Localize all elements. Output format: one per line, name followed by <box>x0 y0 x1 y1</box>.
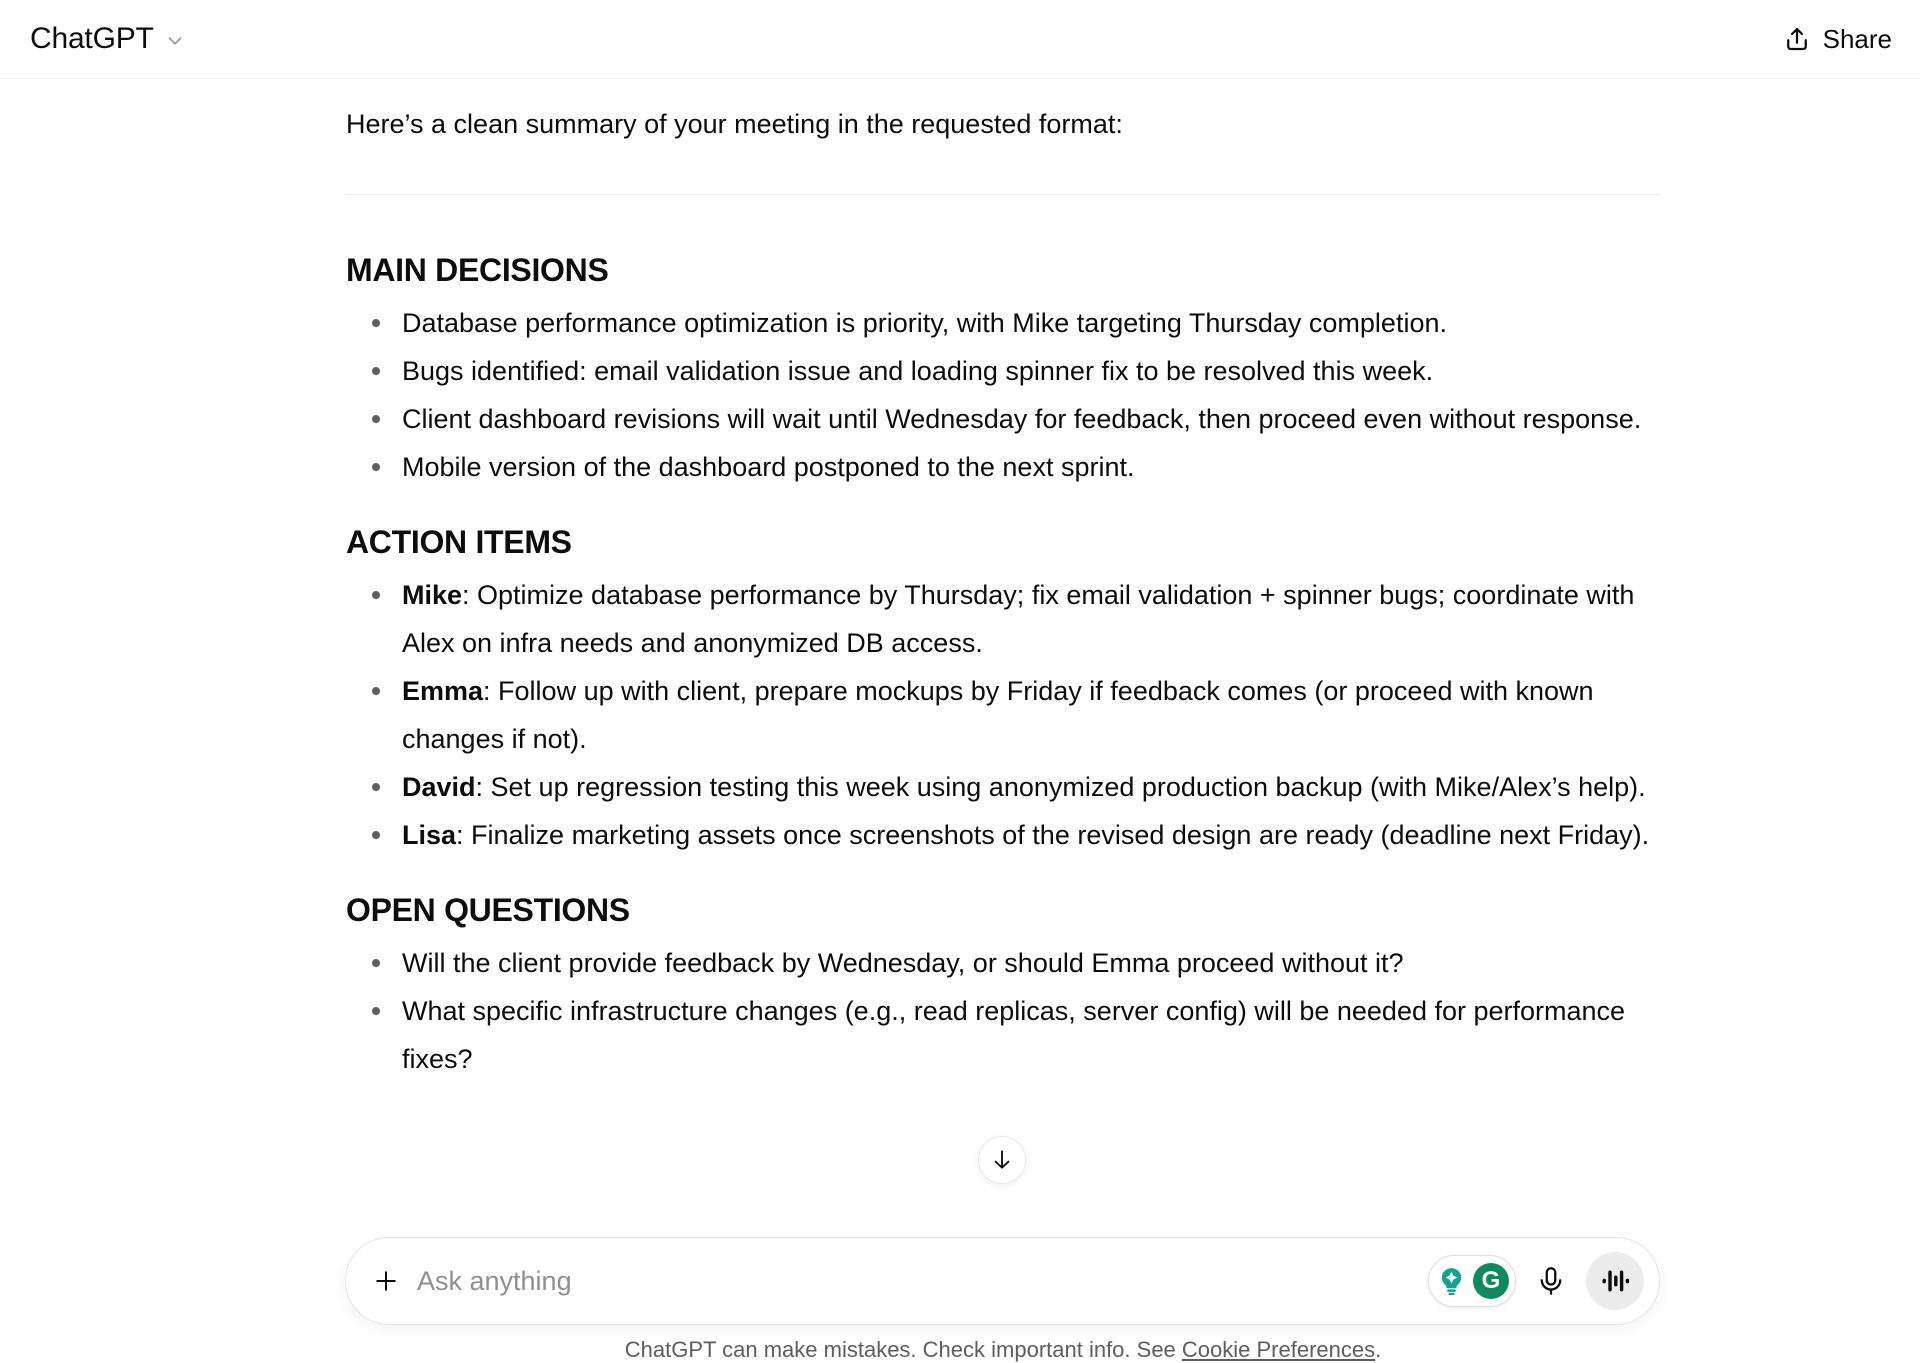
voice-mode-button[interactable] <box>1586 1252 1644 1310</box>
list-item: Emma: Follow up with client, prepare mockups by Friday if feedback comes (or proceed with known changes if not). <box>402 667 1660 763</box>
list-item: Mobile version of the dashboard postponed to the next sprint. <box>402 443 1660 491</box>
list-item: Client dashboard revisions will wait until Wednesday for feedback, then proceed even without response. <box>402 395 1660 443</box>
share-button[interactable] <box>1782 24 1892 55</box>
list-item: What specific infrastructure changes (e.g., read replicas, server config) will be needed for performance fixes? <box>402 987 1660 1083</box>
browser-extensions-pill[interactable] <box>1428 1255 1516 1307</box>
share-label: Share <box>1822 23 1892 54</box>
dictate-button[interactable] <box>1529 1259 1573 1303</box>
grammarly-g-icon[interactable]: G <box>1473 1263 1509 1299</box>
plus-icon <box>371 1266 401 1296</box>
list-item: Bugs identified: email validation issue and loading spinner fix to be resolved this week. <box>402 347 1660 395</box>
disclaimer-footer <box>346 1337 1660 1363</box>
app-title: ChatGPT <box>30 22 154 55</box>
list-item: Database performance optimization is priority, with Mike targeting Thursday completion. <box>402 299 1660 347</box>
top-bar <box>0 0 1920 79</box>
open-questions-list <box>346 939 1660 1083</box>
list-item: Mike: Optimize database performance by Thursday; fix email validation + spinner bugs; coordinate with Alex on infra needs and anonymized DB access. <box>402 571 1660 667</box>
horizontal-rule <box>346 194 1660 195</box>
attach-button[interactable] <box>364 1259 408 1303</box>
list-item: Lisa: Finalize marketing assets once screenshots of the revised design are ready (deadline next Friday). <box>402 811 1660 859</box>
main-decisions-list <box>346 299 1660 491</box>
composer-actions <box>1428 1252 1644 1310</box>
microphone-icon <box>1534 1264 1568 1298</box>
list-item: David: Set up regression testing this week using anonymized production backup (with Mike/Alex’s help). <box>402 763 1660 811</box>
intro-paragraph: Here’s a clean summary of your meeting in the requested format: <box>346 109 1123 139</box>
scroll-to-bottom-button[interactable] <box>978 1136 1026 1184</box>
chevron-down-icon <box>164 30 186 52</box>
prompt-input[interactable] <box>417 1266 1428 1297</box>
voice-waveform-icon <box>1600 1266 1630 1296</box>
action-items-list <box>346 571 1660 859</box>
section-heading-action-items: ACTION ITEMS <box>346 524 572 560</box>
section-heading-open-questions: OPEN QUESTIONS <box>346 892 630 928</box>
assistant-message <box>346 79 1660 1083</box>
share-upload-icon <box>1782 24 1812 54</box>
model-switcher[interactable] <box>30 22 186 56</box>
section-heading-main-decisions: MAIN DECISIONS <box>346 252 609 288</box>
disclaimer-suffix: . <box>1375 1337 1382 1362</box>
composer <box>345 1237 1660 1325</box>
lightbulb-sparkle-extension-icon[interactable] <box>1435 1265 1468 1298</box>
disclaimer-text: ChatGPT can make mistakes. Check important info. See <box>624 1337 1182 1362</box>
cookie-preferences-link[interactable]: Cookie Preferences <box>1181 1337 1376 1362</box>
arrow-down-icon <box>989 1147 1015 1173</box>
list-item: Will the client provide feedback by Wednesday, or should Emma proceed without it? <box>402 939 1660 987</box>
